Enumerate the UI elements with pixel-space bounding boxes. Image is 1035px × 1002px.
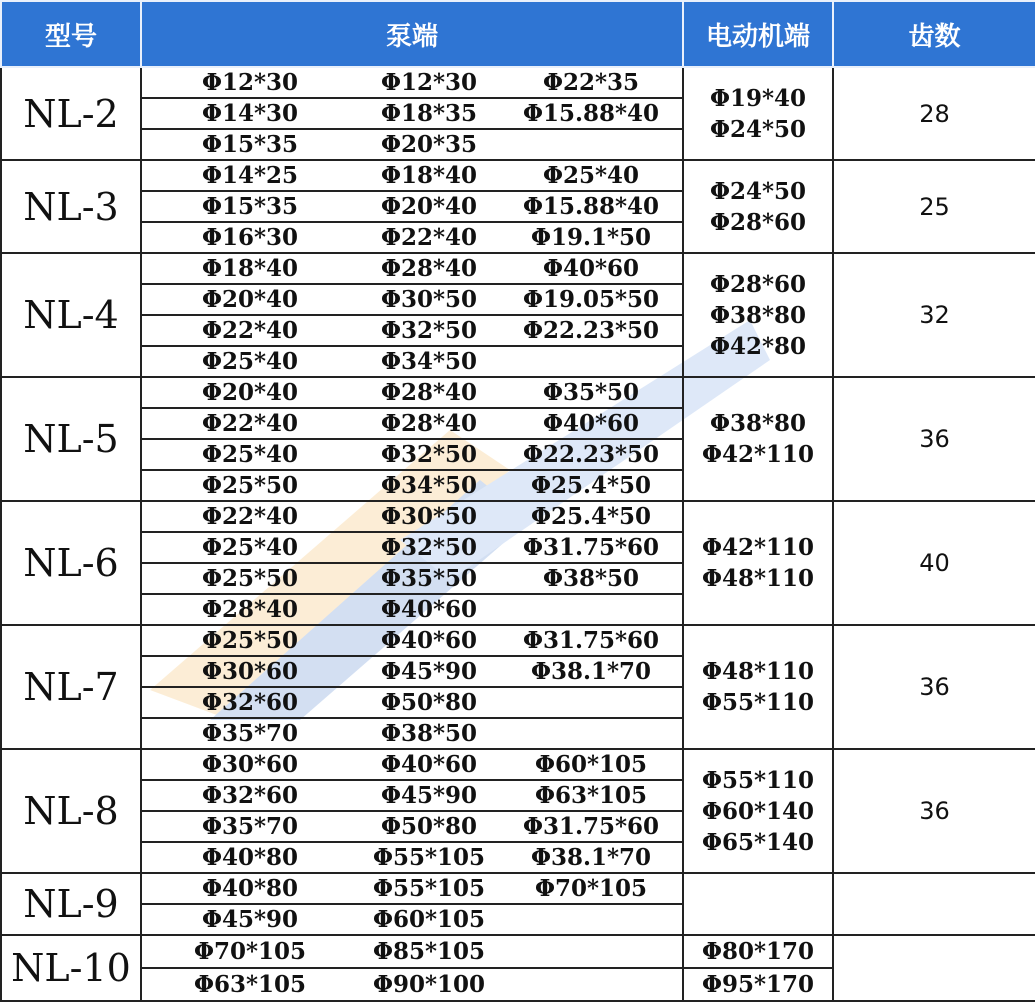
pump-end-cell: Φ38*50 — [358, 718, 500, 749]
teeth-cell — [833, 873, 1035, 935]
pump-end-cell: Φ38.1*70 — [500, 656, 683, 687]
table-row — [1, 501, 1035, 532]
model-cell: NL-8 — [1, 749, 141, 873]
pump-end-cell: Φ40*80 — [141, 873, 358, 904]
motor-end-value: Φ28*60 — [709, 270, 807, 298]
pump-end-cell: Φ35*70 — [141, 718, 358, 749]
pump-end-cell: Φ40*60 — [500, 408, 683, 439]
pump-end-cell: Φ20*35 — [358, 129, 500, 160]
motor-end-cell — [683, 377, 833, 501]
pump-end-cell: Φ25*40 — [141, 532, 358, 563]
pump-end-cell: Φ28*40 — [358, 408, 500, 439]
pump-end-cell: Φ70*105 — [141, 935, 358, 968]
pump-end-cell: Φ28*40 — [141, 594, 358, 625]
motor-end-cell — [683, 67, 833, 160]
table-row — [1, 935, 1035, 968]
pump-end-cell: Φ55*105 — [358, 873, 500, 904]
pump-end-cell: Φ45*90 — [141, 904, 358, 935]
teeth-cell: 25 — [833, 160, 1035, 253]
pump-end-cell: Φ25*50 — [141, 470, 358, 501]
pump-end-cell: Φ14*30 — [141, 98, 358, 129]
motor-end-value: Φ38*80 — [709, 301, 807, 329]
pump-end-cell: Φ38.1*70 — [500, 842, 683, 873]
pump-end-cell: Φ15.88*40 — [500, 98, 683, 129]
pump-end-cell — [500, 935, 683, 968]
motor-end-value: Φ65*140 — [701, 828, 815, 856]
pump-end-cell: Φ20*40 — [358, 191, 500, 222]
pump-end-cell: Φ22*35 — [500, 67, 683, 98]
motor-end-value: Φ60*140 — [701, 797, 815, 825]
pump-end-cell: Φ12*30 — [358, 67, 500, 98]
pump-end-cell: Φ25*50 — [141, 625, 358, 656]
pump-end-cell: Φ15.88*40 — [500, 191, 683, 222]
pump-end-cell: Φ34*50 — [358, 346, 500, 377]
pump-end-cell: Φ22*40 — [141, 315, 358, 346]
motor-end-cell — [683, 873, 833, 935]
pump-end-cell: Φ19.1*50 — [500, 222, 683, 253]
pump-end-cell: Φ63*105 — [141, 968, 358, 1001]
table-body — [1, 67, 1035, 1001]
pump-end-cell: Φ20*40 — [141, 284, 358, 315]
pump-end-cell: Φ25*50 — [141, 563, 358, 594]
pump-end-cell: Φ22.23*50 — [500, 439, 683, 470]
table-row — [1, 873, 1035, 904]
pump-end-cell: Φ30*50 — [358, 284, 500, 315]
pump-end-cell: Φ30*50 — [358, 501, 500, 532]
pump-end-cell: Φ55*105 — [358, 842, 500, 873]
pump-end-cell — [500, 346, 683, 377]
motor-end-cell — [683, 253, 833, 377]
motor-end-cell — [683, 501, 833, 625]
header-motor-end: 电动机端 — [683, 1, 833, 67]
motor-end-value: Φ24*50 — [709, 177, 807, 205]
pump-end-cell: Φ50*80 — [358, 811, 500, 842]
pump-end-cell: Φ25*40 — [141, 439, 358, 470]
teeth-cell — [833, 935, 1035, 1001]
pump-end-cell — [500, 594, 683, 625]
table-row — [1, 625, 1035, 656]
pump-end-cell: Φ70*105 — [500, 873, 683, 904]
pump-end-cell: Φ32*50 — [358, 439, 500, 470]
pump-end-cell: Φ28*40 — [358, 377, 500, 408]
teeth-cell: 36 — [833, 749, 1035, 873]
header-model: 型号 — [1, 1, 141, 67]
pump-end-cell — [500, 687, 683, 718]
pump-end-cell: Φ12*30 — [141, 67, 358, 98]
pump-end-cell: Φ16*30 — [141, 222, 358, 253]
pump-end-cell: Φ31.75*60 — [500, 811, 683, 842]
pump-end-cell: Φ31.75*60 — [500, 625, 683, 656]
pump-end-cell: Φ25.4*50 — [500, 501, 683, 532]
pump-end-cell: Φ90*100 — [358, 968, 500, 1001]
table-row — [1, 749, 1035, 780]
header-pump-end: 泵端 — [141, 1, 683, 67]
model-cell: NL-7 — [1, 625, 141, 749]
pump-end-cell: Φ18*40 — [358, 160, 500, 191]
pump-end-cell: Φ32*60 — [141, 687, 358, 718]
pump-end-cell: Φ60*105 — [358, 904, 500, 935]
motor-end-value: Φ42*110 — [701, 441, 815, 468]
table-row — [1, 160, 1035, 191]
pump-end-cell: Φ19.05*50 — [500, 284, 683, 315]
pump-end-cell: Φ35*50 — [358, 563, 500, 594]
model-cell: NL-2 — [1, 67, 141, 160]
pump-end-cell: Φ25*40 — [500, 160, 683, 191]
pump-end-cell: Φ40*60 — [358, 749, 500, 780]
teeth-cell: 28 — [833, 67, 1035, 160]
pump-end-cell: Φ40*60 — [500, 253, 683, 284]
motor-end-value: Φ24*50 — [709, 115, 807, 143]
motor-end-value: Φ55*110 — [701, 689, 815, 716]
pump-end-cell — [500, 718, 683, 749]
pump-end-cell: Φ30*60 — [141, 656, 358, 687]
table-row — [1, 253, 1035, 284]
pump-end-cell: Φ50*80 — [358, 687, 500, 718]
pump-end-cell: Φ22.23*50 — [500, 315, 683, 346]
pump-end-cell: Φ14*25 — [141, 160, 358, 191]
pump-end-cell: Φ28*40 — [358, 253, 500, 284]
pump-end-cell: Φ35*50 — [500, 377, 683, 408]
model-cell: NL-5 — [1, 377, 141, 501]
model-cell: NL-4 — [1, 253, 141, 377]
table-row — [1, 377, 1035, 408]
teeth-cell: 36 — [833, 625, 1035, 749]
motor-end-value: Φ42*80 — [709, 332, 807, 360]
pump-end-cell: Φ45*90 — [358, 780, 500, 811]
motor-end-value: Φ48*110 — [701, 658, 815, 685]
pump-end-cell: Φ34*50 — [358, 470, 500, 501]
header-teeth: 齿数 — [833, 1, 1035, 67]
motor-end-cell — [683, 625, 833, 749]
pump-end-cell: Φ63*105 — [500, 780, 683, 811]
pump-end-cell: Φ35*70 — [141, 811, 358, 842]
motor-end-value: Φ42*110 — [701, 534, 815, 561]
motor-end-cell — [683, 749, 833, 873]
motor-end-cell: Φ95*170 — [683, 968, 833, 1001]
pump-end-cell: Φ15*35 — [141, 191, 358, 222]
table-row — [1, 67, 1035, 98]
pump-end-cell: Φ15*35 — [141, 129, 358, 160]
pump-end-cell: Φ22*40 — [141, 408, 358, 439]
pump-end-cell: Φ32*60 — [141, 780, 358, 811]
model-cell: NL-9 — [1, 873, 141, 935]
pump-end-cell: Φ18*35 — [358, 98, 500, 129]
pump-end-cell: Φ22*40 — [141, 501, 358, 532]
motor-end-value: Φ19*40 — [709, 84, 807, 112]
pump-end-cell: Φ32*50 — [358, 315, 500, 346]
pump-end-cell: Φ40*60 — [358, 594, 500, 625]
pump-end-cell: Φ25*40 — [141, 346, 358, 377]
pump-end-cell — [500, 904, 683, 935]
pump-end-cell: Φ22*40 — [358, 222, 500, 253]
pump-end-cell: Φ31.75*60 — [500, 532, 683, 563]
pump-end-cell: Φ40*60 — [358, 625, 500, 656]
pump-end-cell: Φ32*50 — [358, 532, 500, 563]
pump-end-cell: Φ38*50 — [500, 563, 683, 594]
pump-end-cell: Φ20*40 — [141, 377, 358, 408]
pump-end-cell: Φ18*40 — [141, 253, 358, 284]
model-cell: NL-10 — [1, 935, 141, 1001]
pump-end-cell: Φ25.4*50 — [500, 470, 683, 501]
header-row — [1, 1, 1035, 67]
pump-end-cell: Φ60*105 — [500, 749, 683, 780]
pump-end-cell: Φ85*105 — [358, 935, 500, 968]
pump-end-cell: Φ45*90 — [358, 656, 500, 687]
teeth-cell: 40 — [833, 501, 1035, 625]
motor-end-value: Φ28*60 — [709, 208, 807, 236]
pump-end-cell — [500, 129, 683, 160]
pump-end-cell: Φ40*80 — [141, 842, 358, 873]
motor-end-cell — [683, 160, 833, 253]
teeth-cell: 32 — [833, 253, 1035, 377]
teeth-cell: 36 — [833, 377, 1035, 501]
motor-end-cell: Φ80*170 — [683, 935, 833, 968]
pump-end-cell: Φ30*60 — [141, 749, 358, 780]
pump-end-cell — [500, 968, 683, 1001]
motor-end-value: Φ38*80 — [709, 410, 807, 437]
motor-end-value: Φ48*110 — [701, 565, 815, 592]
model-cell: NL-6 — [1, 501, 141, 625]
model-cell: NL-3 — [1, 160, 141, 253]
motor-end-value: Φ55*110 — [701, 766, 815, 794]
